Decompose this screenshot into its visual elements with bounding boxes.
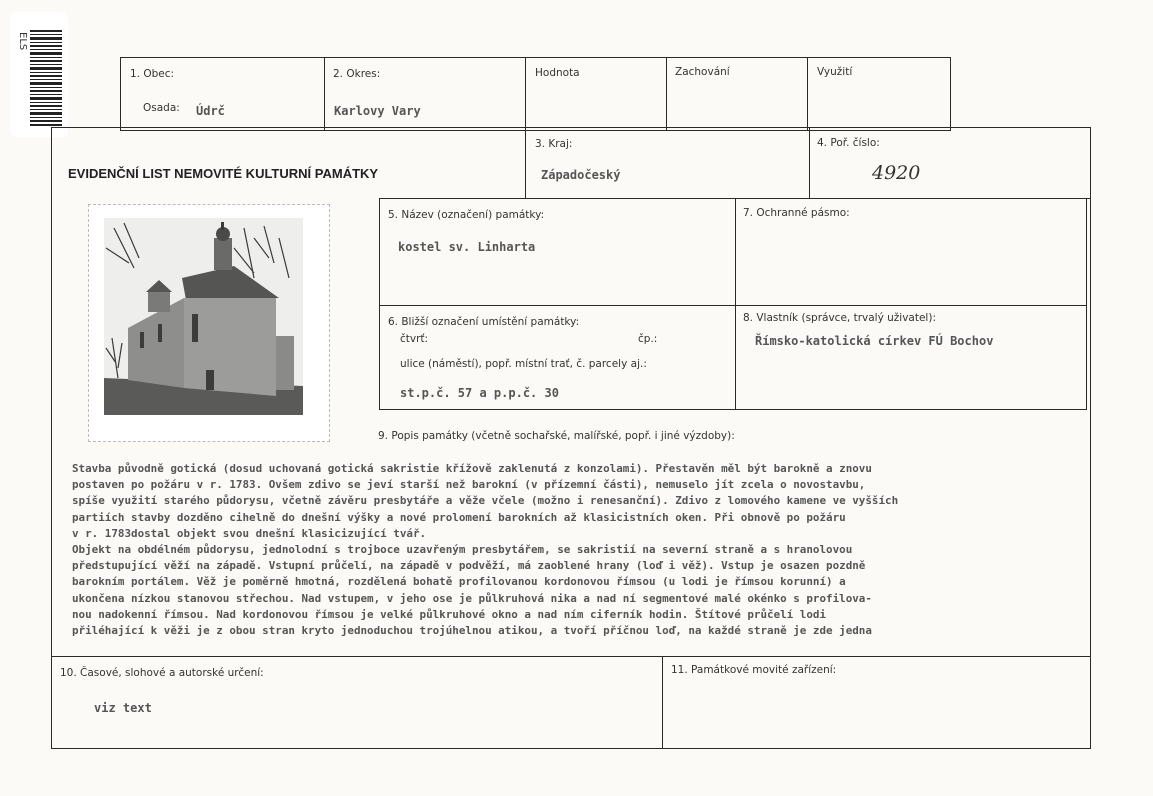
popis-label: 9. Popis památky (včetně sochařské, malířské, popř. i jiné výzdoby): xyxy=(378,430,735,442)
vlastnik-label: 8. Vlastník (správce, trvalý uživatel): xyxy=(743,312,936,324)
umisteni-label: 6. Bližší označení umístění památky: xyxy=(388,316,580,328)
description-line: postaven po požáru v r. 1783. Ovšem zdivo se jeví starší než barokní (v přízemní části), nemuselo jít zcela o novostavbu, xyxy=(72,478,866,492)
cp-label: čp.: xyxy=(638,333,658,345)
description-line: přiléhající k věži je z obou stran kryto jednoduchou trojúhelnou atikou, a tvoří příčnou loď, na každé straně je zde jedna xyxy=(72,624,872,638)
form-title: EVIDENČNÍ LIST NEMOVITÉ KULTURNÍ PAMÁTKY xyxy=(68,166,379,181)
description-line: partiích stavby dozděno cihelně do dnešní výšky a nové prolomení barokních až klasicistních oken. Při obnově po požáru xyxy=(72,510,846,524)
description-line: Stavba původně gotická (dosud uchovaná gotická sakristie křížově zaklenutá z konzolami). Přestavěn měl být barokně a znovu xyxy=(72,462,872,475)
kraj-value: Západočeský xyxy=(541,168,621,182)
description-line: předstupující věží na západě. Vstupní průčelí, na západě v podvěží, má zaoblené hrany (loď i věž). Vstup je osazen pozdně xyxy=(72,559,866,573)
ochranne-label: 7. Ochranné pásmo: xyxy=(743,207,850,219)
ctvrt-label: čtvrť: xyxy=(400,333,429,345)
osada-value: Údrč xyxy=(196,104,225,118)
hodnota-label: Hodnota xyxy=(535,67,580,79)
barcode-label: ELS xyxy=(17,32,28,51)
obec-label: 1. Obec: xyxy=(130,68,175,80)
description-line: spíše využití starého půdorysu, včetně závěru presbytáře a věže včele (možno i renesanční). Zdivo z lomového kamene ve vyšších xyxy=(72,494,899,508)
vlastnik-value: Římsko-katolická církev FÚ Bochov xyxy=(755,334,994,348)
description-line: v r. 1783dostal objekt svou dnešní klasicizující tvář. xyxy=(72,526,427,540)
description-line: nou nadokenní římsou. Nad kordonovou římsou je velké půlkruhové okno a nad ním ciferník hodin. Štítové průčelí lodi xyxy=(72,607,827,621)
osada-label: Osada: xyxy=(143,102,180,114)
church-photo xyxy=(104,218,303,415)
movite-label: 11. Památkové movité zařízení: xyxy=(671,664,837,676)
section-5-7-box xyxy=(379,198,1087,410)
description-line: barokním portálem. Věž je poměrně hmotná, rozdělená bohatě profilovanou kordonovou římsou (u lodi je římsou korunní) a xyxy=(72,575,846,589)
description-line: ukončena nízkou stanovou střechou. Nad vstupem, v jeho ose je půlkruhová nika a nad ní segmentové malé okénko s profilova- xyxy=(72,591,872,605)
ulice-value: st.p.č. 57 a p.p.č. 30 xyxy=(400,386,559,400)
casove-label: 10. Časové, slohové a autorské určení: xyxy=(60,667,264,679)
okres-label: 2. Okres: xyxy=(333,68,381,80)
description-text xyxy=(72,461,1088,646)
description-line: Objekt na obdélném půdorysu, jednolodní s trojboce uzavřeným presbytářem, se sakristií na severní straně a s hranolovou xyxy=(72,543,853,557)
nazev-label: 5. Název (označení) památky: xyxy=(388,209,545,221)
vyuziti-label: Využití xyxy=(817,66,853,78)
por-cislo-label: 4. Poř. číslo: xyxy=(817,137,880,149)
barcode-icon xyxy=(30,30,62,126)
kraj-label: 3. Kraj: xyxy=(535,138,573,150)
okres-value: Karlovy Vary xyxy=(334,104,421,118)
nazev-value: kostel sv. Linharta xyxy=(398,240,536,254)
barcode-sticker xyxy=(10,12,68,137)
casove-value: viz text xyxy=(94,701,152,715)
zachovani-label: Zachování xyxy=(675,66,730,78)
ulice-label: ulice (náměstí), popř. místní trať, č. parcely aj.: xyxy=(400,358,647,370)
por-cislo-value: 4920 xyxy=(872,162,921,184)
